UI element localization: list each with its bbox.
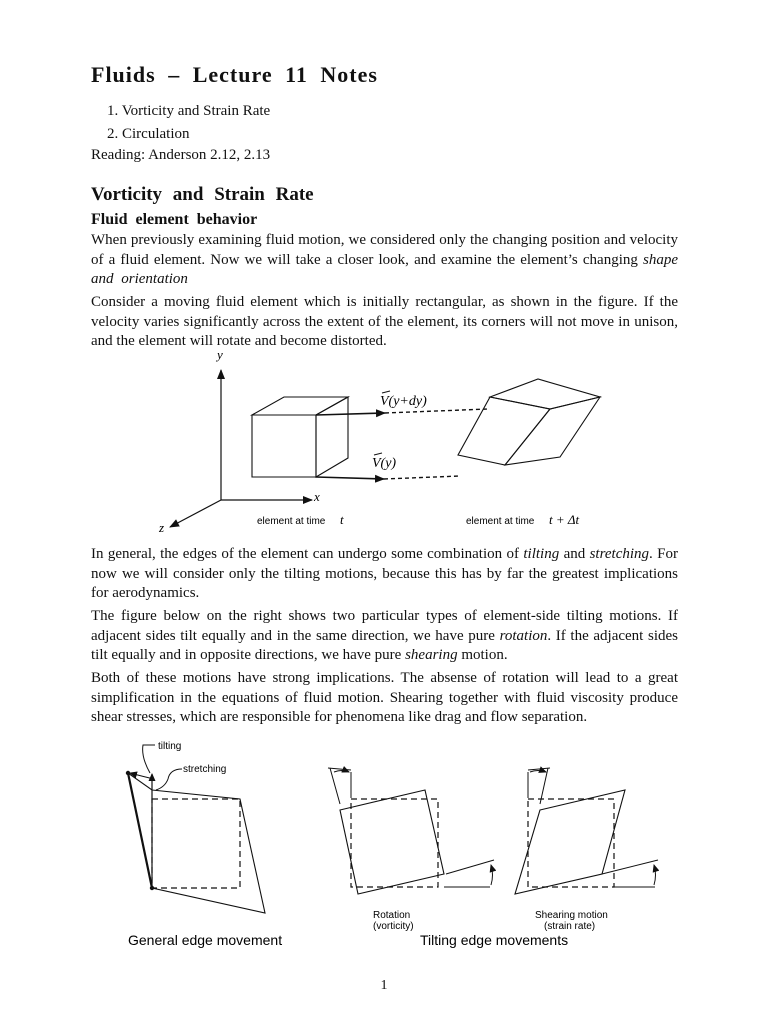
label-tilting: tilting	[158, 741, 182, 752]
reading-line: Reading: Anderson 2.12, 2.13	[91, 147, 271, 163]
distorted-element	[458, 379, 600, 465]
rotation-diagram	[328, 768, 494, 894]
tilting-leader	[143, 745, 155, 773]
label-shearing-motion: Shearing motion	[535, 910, 608, 921]
paragraph-4-emphasis-shearing: shearing	[405, 647, 458, 663]
shearing-diagram	[515, 768, 658, 894]
z-axis	[170, 500, 221, 527]
paragraph-2: Consider a moving fluid element which is initially rectangular, as shown in the figure. If the velocity varies significantly across the extent of the element, its corners will not move in unison, and the element will rotate and become distorted.	[91, 294, 678, 349]
paragraph-4	[91, 607, 678, 666]
paragraph-3-emphasis-tilting: tilting	[523, 546, 560, 562]
paragraph-4-text-b: . If the adjacent sides tilt equally and in opposite directions, we have pure	[91, 627, 679, 663]
paragraph-5: Both of these motions have strong implications. The absense of rotation will lead to a great simplification in the equations of fluid motion. Shearing together with fluid viscosity produce shear stresses, which are responsible for phenomena like drag and flow separation.	[91, 670, 678, 725]
paragraph-4-text-c: motion.	[457, 647, 508, 663]
paragraph-1-emphasis: shape and orientation	[91, 251, 678, 287]
trajectory-bottom-dashed	[384, 476, 460, 479]
outline-list	[107, 100, 270, 146]
subsection-title: Fluid element behavior	[91, 211, 258, 228]
stretching-leader	[156, 769, 182, 790]
paragraph-3-text-b: and	[559, 546, 590, 562]
paragraph-3-emphasis-stretching: stretching	[589, 546, 650, 562]
axis-label-y: y	[217, 347, 223, 362]
element-cube	[252, 397, 348, 477]
caption-tilting-edge-movements: Tilting edge movements	[420, 932, 569, 948]
paragraph-1-text: When previously examining fluid motion, we considered only the changing position and velocity of a fluid element. Now we will take a closer look, and examine the element’s changing	[91, 232, 678, 268]
fluid-element-figure	[150, 345, 620, 540]
label-vorticity: (vorticity)	[373, 921, 414, 932]
velocity-bottom-label: V(y)	[372, 456, 397, 471]
page-title: Fluids – Lecture 11 Notes	[91, 62, 378, 87]
section-title: Vorticity and Strain Rate	[91, 184, 314, 205]
label-stretching: stretching	[183, 764, 227, 775]
axis-label-z: z	[159, 520, 165, 535]
velocity-top-label: V(y+dy)	[380, 394, 427, 409]
paragraph-4-emphasis-rotation: rotation	[499, 627, 548, 644]
page-number: 1	[380, 978, 388, 993]
caption-time-t-dt: element at time	[466, 516, 535, 527]
caption-time-t-dt-symbol: t + Δt	[549, 512, 580, 527]
edge-movement-figure	[110, 732, 670, 952]
paragraph-3-text-a: In general, the edges of the element can undergo some combination of	[91, 546, 524, 562]
paragraph-3-text-c: . For now we will consider only the tilting motions, because this has by far the greatest implications for aerodynamics.	[91, 546, 678, 601]
paragraph-4-text-a: The figure below on the right shows two particular types of element-side tilting motions. If adjacent sides tilt equally and in the same direction, we have pure	[91, 608, 678, 644]
axis-label-x: x	[314, 489, 320, 504]
paragraph-1	[91, 231, 678, 290]
vector-arrow-top-icon	[382, 391, 390, 393]
trajectory-top-dashed	[385, 409, 488, 413]
outline-item-2: 2. Circulation	[107, 126, 190, 142]
label-rotation: Rotation	[373, 910, 411, 921]
label-strain-rate: (strain rate)	[544, 921, 596, 932]
paragraph-3	[91, 545, 678, 604]
velocity-bottom-arrow	[316, 477, 384, 479]
caption-time-t-symbol: t	[340, 512, 344, 527]
outline-item-1: 1. Vorticity and Strain Rate	[107, 103, 271, 119]
velocity-top-arrow	[316, 413, 385, 415]
caption-time-t: element at time	[257, 516, 326, 527]
vector-arrow-bottom-icon	[374, 453, 382, 455]
caption-general-edge-movement: General edge movement	[128, 932, 283, 948]
